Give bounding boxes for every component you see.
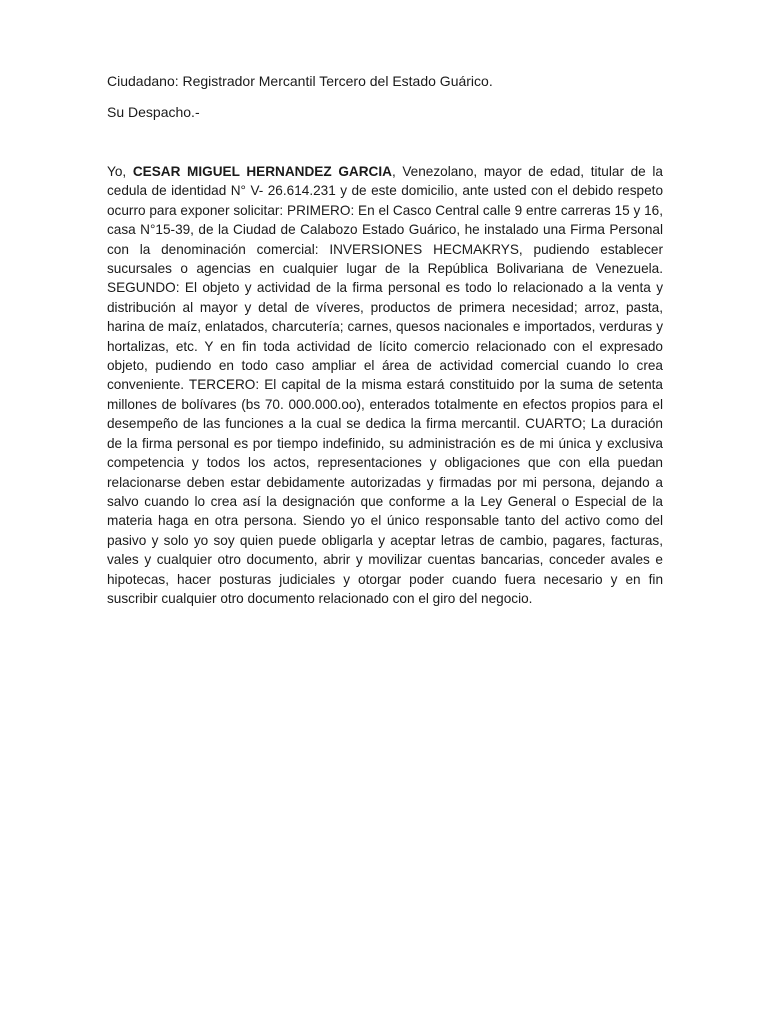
body-text: , Venezolano, mayor de edad, titular de la cedula de identidad N° V- 26.614.231 y de este domicilio, ante usted con el debido respeto ocurro para exponer solicitar: PRIMERO: En el Casco Central calle 9 entre carreras 15 y 16, casa N°15-39, de la Ciudad de Calabozo Estado Guárico, he instalado una Firma Personal con la denominación comercial: INVERSIONES HECMAKRYS, pudiendo establecer sucursales o agencias en cualquier lugar de la República Bolivariana de Venezuela. SEGUNDO: El objeto y actividad de la firma personal es todo lo relacionado a la venta y distribución al mayor y detal de víveres, productos de primera necesidad; arroz, pasta, harina de maíz, enlatados, charcutería; carnes, quesos nacionales e importados, verduras y hortalizas, etc. Y en fin toda actividad de lícito comercio relacionado con el expresado objeto, pudiendo en todo caso ampliar el área de actividad comercial cuando lo crea conveniente. TERCERO: El capital de la misma estará constituido por la suma de setenta millones de bolívares (bs 70. 000.000.oo), enterados totalmente en efectos propios para el desempeño de las funciones a la cual se dedica la firma mercantil. CUARTO; La duración de la firma personal es por tiempo indefinido, su administración es de mi única y exclusiva competencia y todos los actos, representaciones y obligaciones que con ella puedan relacionarse deben estar debidamente autorizadas y firmadas por mi persona, dejando a salvo cuando lo crea así la designación que conforme a la Ley General o Especial de la materia haga en otra persona. Siendo yo el único responsable tanto del activo como del pasivo y solo yo soy quien puede obligarla y aceptar letras de cambio, pagares, facturas, vales y cualquier otro documento, abrir y movilizar cuentas bancarias, conceder avales e hipotecas, hacer posturas judiciales y otorgar poder cuando fuera necesario y en fin suscribir cualquier otro documento relacionado con el giro del negocio. [107, 164, 663, 606]
applicant-name: CESAR MIGUEL HERNANDEZ GARCIA [132, 164, 392, 179]
addressee-line: Ciudadano: Registrador Mercantil Tercero del Estado Guárico. [107, 73, 493, 89]
body-paragraph [107, 162, 663, 608]
body-lead: Yo, [107, 164, 127, 179]
salutation-line: Su Despacho.- [107, 104, 200, 120]
